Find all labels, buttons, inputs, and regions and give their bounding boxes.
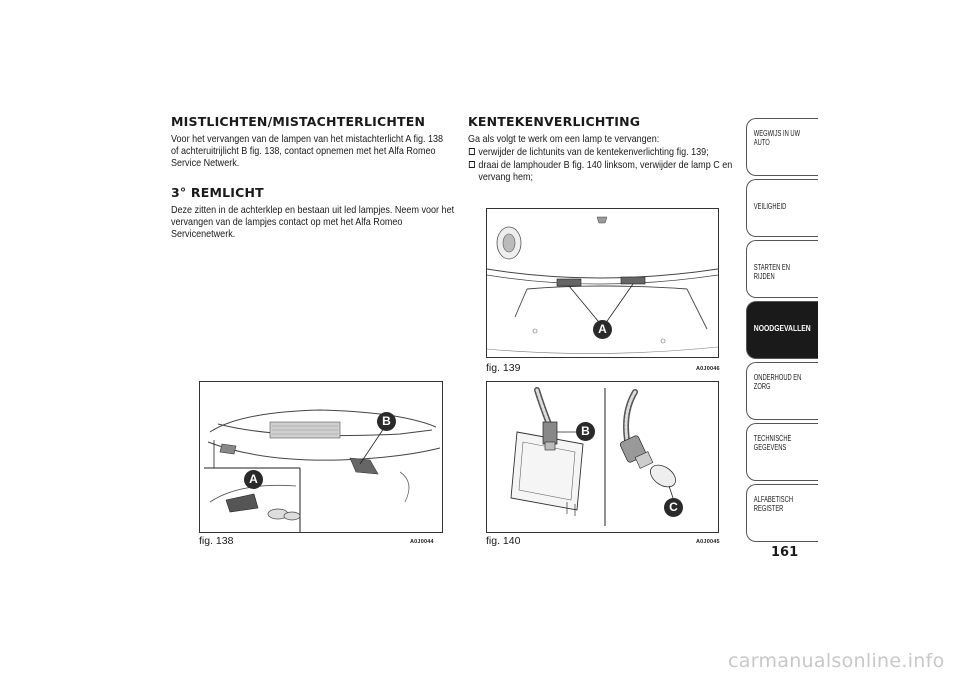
heading-remlicht: 3° REMLICHT: [171, 185, 264, 200]
paragraph-mistlichten: [171, 133, 455, 169]
figure-140-code: A0J0045: [696, 539, 720, 545]
figure-139-code: A0J0046: [696, 366, 720, 372]
tab-label: STARTEN EN RIJDEN: [753, 263, 790, 281]
figure-140-image: [486, 381, 719, 533]
heading-kentekenverlichting: KENTEKENVERLICHTING: [468, 114, 641, 129]
paragraph-remlicht: [171, 204, 455, 240]
callout-b-fig140: B: [576, 422, 595, 441]
paragraph-line: of achteruitrijlicht B fig. 138, contact opnemen met het Alfa Romeo: [171, 145, 436, 157]
paragraph-line: Servicenetwerk.: [171, 228, 236, 240]
figure-138-image: [199, 381, 443, 533]
tab-starten[interactable]: [746, 240, 818, 298]
bullet-text: draai de lamphouder B fig. 140 linksom, verwijder de lamp C en: [478, 159, 733, 171]
tab-noodgevallen[interactable]: [746, 301, 818, 359]
figure-138-label: fig. 138: [199, 535, 234, 547]
tab-label: TECHNISCHE GEGEVENS: [753, 434, 792, 452]
callout-a-fig138: A: [244, 470, 263, 489]
paragraph-kentekenverlichting: [468, 133, 752, 183]
tab-label: VEILIGHEID: [753, 202, 787, 211]
paragraph-line: Service Netwerk.: [171, 157, 240, 169]
tab-label: ONDERHOUD EN ZORG: [753, 373, 802, 391]
page-number: 161: [771, 545, 799, 560]
figure-139-label: fig. 139: [486, 362, 521, 374]
bullet-item-2: [468, 159, 752, 183]
tab-label: ALFABETISCH REGISTER: [753, 495, 793, 513]
tab-label: NOODGEVALLEN: [753, 324, 811, 333]
figure-138-code: A0J0044: [410, 539, 434, 545]
heading-mistlichten: MISTLICHTEN/MISTACHTERLICHTEN: [171, 114, 426, 129]
paragraph-line: Deze zitten in de achterklep en bestaan uit led lampjes. Neem voor het: [171, 204, 455, 216]
tab-technische[interactable]: [746, 423, 818, 481]
paragraph-line: Voor het vervangen van de lampen van het mistachterlicht A fig. 138: [171, 133, 444, 145]
lamp-holder-drawing: [487, 382, 718, 532]
bullet-text: verwijder de lichtunits van de kentekenverlichting fig. 139;: [478, 146, 709, 158]
tab-wegwijs[interactable]: [746, 118, 818, 176]
callout-a-fig139: A: [593, 320, 612, 339]
intro-line: Ga als volgt te werk om een lamp te vervangen:: [468, 133, 660, 145]
paragraph-line: vervangen van de lampjes contact op met het Alfa Romeo: [171, 216, 403, 228]
rear-bumper-drawing: [200, 382, 442, 532]
tab-label: WEGWIJS IN UW AUTO: [753, 129, 801, 147]
bullet-text: vervang hem;: [478, 171, 534, 183]
tab-veiligheid[interactable]: [746, 179, 818, 237]
tab-alfabetisch[interactable]: [746, 484, 818, 542]
bullet-item-1: [468, 146, 752, 158]
figure-140-label: fig. 140: [486, 535, 521, 547]
tab-onderhoud[interactable]: [746, 362, 818, 420]
callout-c-fig140: C: [664, 498, 683, 517]
watermark-text: carmanualsonline.info: [728, 650, 945, 672]
callout-b-fig138: B: [377, 412, 396, 431]
